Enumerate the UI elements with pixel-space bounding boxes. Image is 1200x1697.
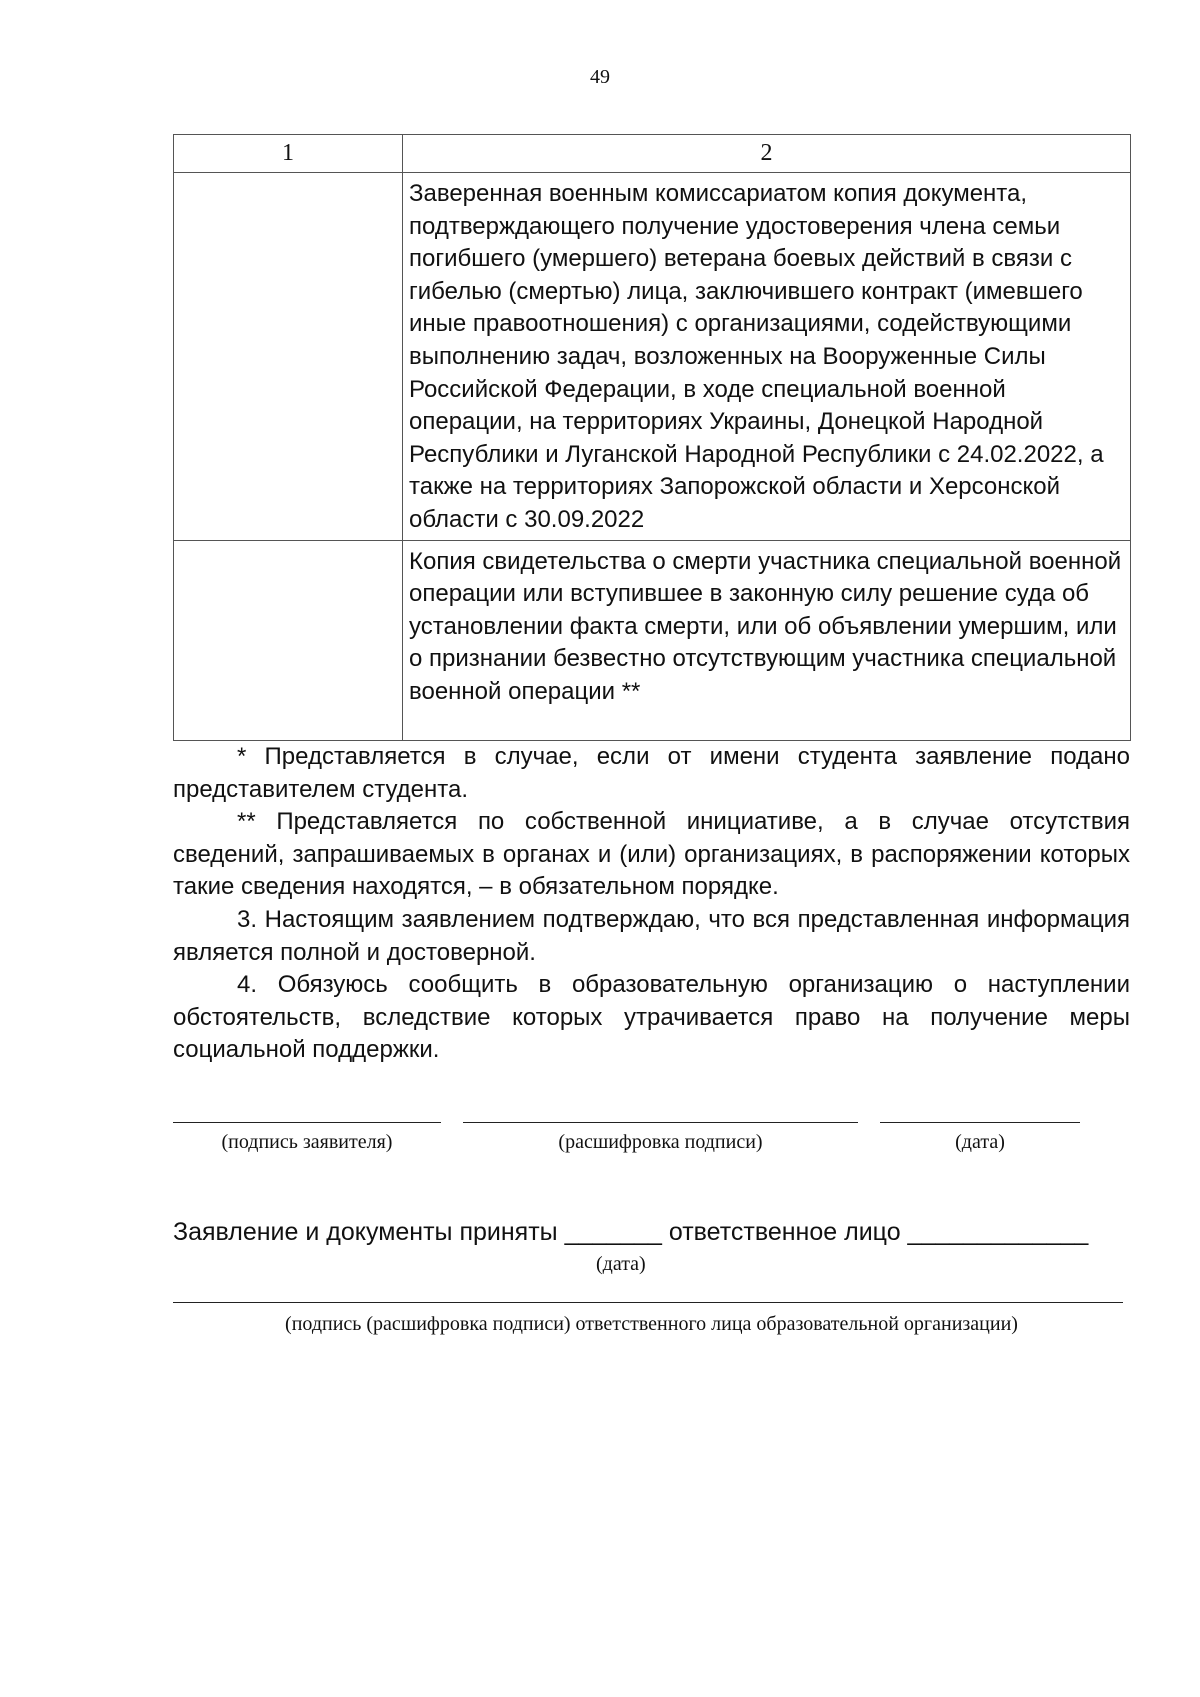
date-label: (дата) [955,1131,1005,1153]
table-row [174,540,1131,740]
table-cell-col1 [174,540,403,740]
numbered-paragraph: 4. Обязуюсь сообщить в образовательную организацию о наступлении обстоятельств, вследствие которых утрачивается право на получение меры социальной поддержки. [173,971,1130,1064]
date-line [880,1122,1080,1123]
page-number: 49 [590,66,610,88]
table-header-cell: 2 [403,135,1131,173]
acceptance-date-label: (дата) [596,1253,646,1275]
note-paragraph: * Представляется в случае, если от имени студента заявление подано представителем студента. [173,743,1130,803]
acceptance-line: Заявление и документы приняты _______ ответственное лицо _____________ [173,1218,1089,1246]
numbered-paragraph: 3. Настоящим заявлением подтверждаю, что вся представленная информация является полной и достоверной. [173,905,1130,966]
table-header-row [174,135,1131,173]
signature-transcript-label: (расшифровка подписи) [558,1131,763,1153]
notes-section [173,741,1130,1067]
responsible-signature-label: (подпись (расшифровка подписи) ответственного лица образовательной организации) [285,1313,1018,1335]
note-paragraph: ** Представляется по собственной инициативе, а в случае отсутствия сведений, запрашиваемых в органах и (или) организациях, в распоряжении которых такие сведения находятся, – в обязательном порядке. [173,808,1130,901]
applicant-signature-line [173,1122,441,1123]
table-header-cell: 1 [174,135,403,173]
documents-table [173,134,1131,741]
responsible-signature-line [173,1302,1123,1303]
table-cell-col2: Копия свидетельства о смерти участника специальной военной операции или вступившее в законную силу решение суда об установлении факта смерти, или об объявлении умершим, или о признании безвестно отсутствующим участника специальной военной операции ** [403,540,1131,740]
applicant-signature-label: (подпись заявителя) [221,1131,393,1153]
table-cell-col2: Заверенная военным комиссариатом копия документа, подтверждающего получение удостоверения члена семьи погибшего (умершего) ветерана боевых действий в связи с гибелью (смертью) лица, заключившего контракт (имевшего иные правоотношения) с организациями, содействующими выполнению задач, возложенных на Вооруженные Силы Российской Федерации, в ходе специальной военной операции, на территориях Украины, Донецкой Народной Республики и Луганской Народной Республики с 24.02.2022, а также на территориях Запорожской области и Херсонской области с 30.09.2022 [403,173,1131,541]
table-row [174,173,1131,541]
table-cell-col1 [174,173,403,541]
signature-transcript-line [463,1122,858,1123]
